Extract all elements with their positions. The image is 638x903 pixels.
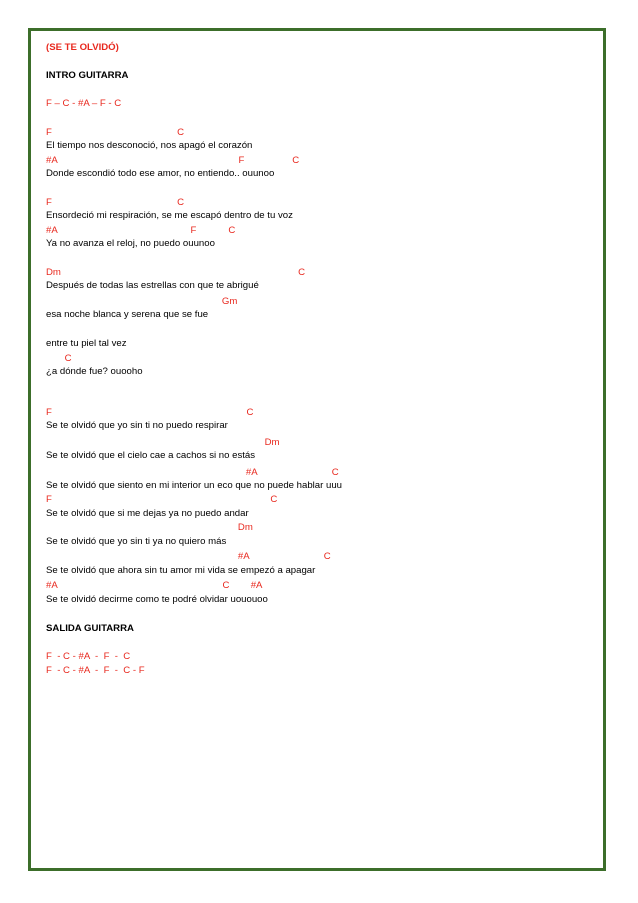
lyric-line: Se te olvidó que yo sin ti ya no quiero más: [46, 536, 227, 547]
chord-line: C: [46, 353, 72, 364]
chord-line: #A F C: [46, 225, 236, 236]
chord-line: #A C: [46, 467, 339, 478]
lyric-line: Se te olvidó que si me dejas ya no puedo andar: [46, 508, 249, 519]
chord-line: #A F C: [46, 155, 300, 166]
lyric-line: Después de todas las estrellas con que te abrigué: [46, 280, 259, 291]
chord-line: Dm C: [46, 267, 306, 278]
chord-line: #A C #A: [46, 580, 263, 591]
chord-line: #A C: [46, 551, 331, 562]
outro-heading: SALIDA GUITARRA: [46, 623, 134, 634]
lyric-line: entre tu piel tal vez: [46, 338, 127, 349]
lyric-line: Se te olvidó decirme como te podré olvidar uououoo: [46, 594, 268, 605]
lyric-line: Donde escondió todo ese amor, no entiendo.. ouunoo: [46, 168, 275, 179]
lyric-line: Se te olvidó que yo sin ti no puedo respirar: [46, 420, 228, 431]
outro-chords: F - C - #A - F - C - F: [46, 665, 145, 676]
lyric-line: ¿a dónde fue? ouooho: [46, 366, 143, 377]
lyric-line: Ya no avanza el reloj, no puedo ouunoo: [46, 238, 215, 249]
lyric-line: Se te olvidó que el cielo cae a cachos si no estás: [46, 450, 256, 461]
chord-line: F C: [46, 494, 278, 505]
lyric-line: Ensordeció mi respiración, se me escapó dentro de tu voz: [46, 210, 293, 221]
lyric-line: Se te olvidó que siento en mi interior un eco que no puede hablar uuu: [46, 480, 343, 491]
outro-chords: F - C - #A - F - C: [46, 651, 131, 662]
chord-line: Dm: [46, 437, 280, 448]
chord-line: Gm: [46, 296, 238, 307]
chord-line: F C: [46, 127, 185, 138]
intro-chords: F – C - #A – F - C: [46, 98, 122, 109]
chord-line: Dm: [46, 522, 253, 533]
lyric-line: esa noche blanca y serena que se fue: [46, 309, 209, 320]
lyric-line: El tiempo nos desconoció, nos apagó el corazón: [46, 140, 253, 151]
lyric-line: Se te olvidó que ahora sin tu amor mi vida se empezó a apagar: [46, 565, 316, 576]
intro-heading: INTRO GUITARRA: [46, 70, 129, 81]
song-title: (SE TE OLVIDÓ): [46, 42, 119, 53]
chord-line: F C: [46, 197, 185, 208]
chord-line: F C: [46, 407, 254, 418]
